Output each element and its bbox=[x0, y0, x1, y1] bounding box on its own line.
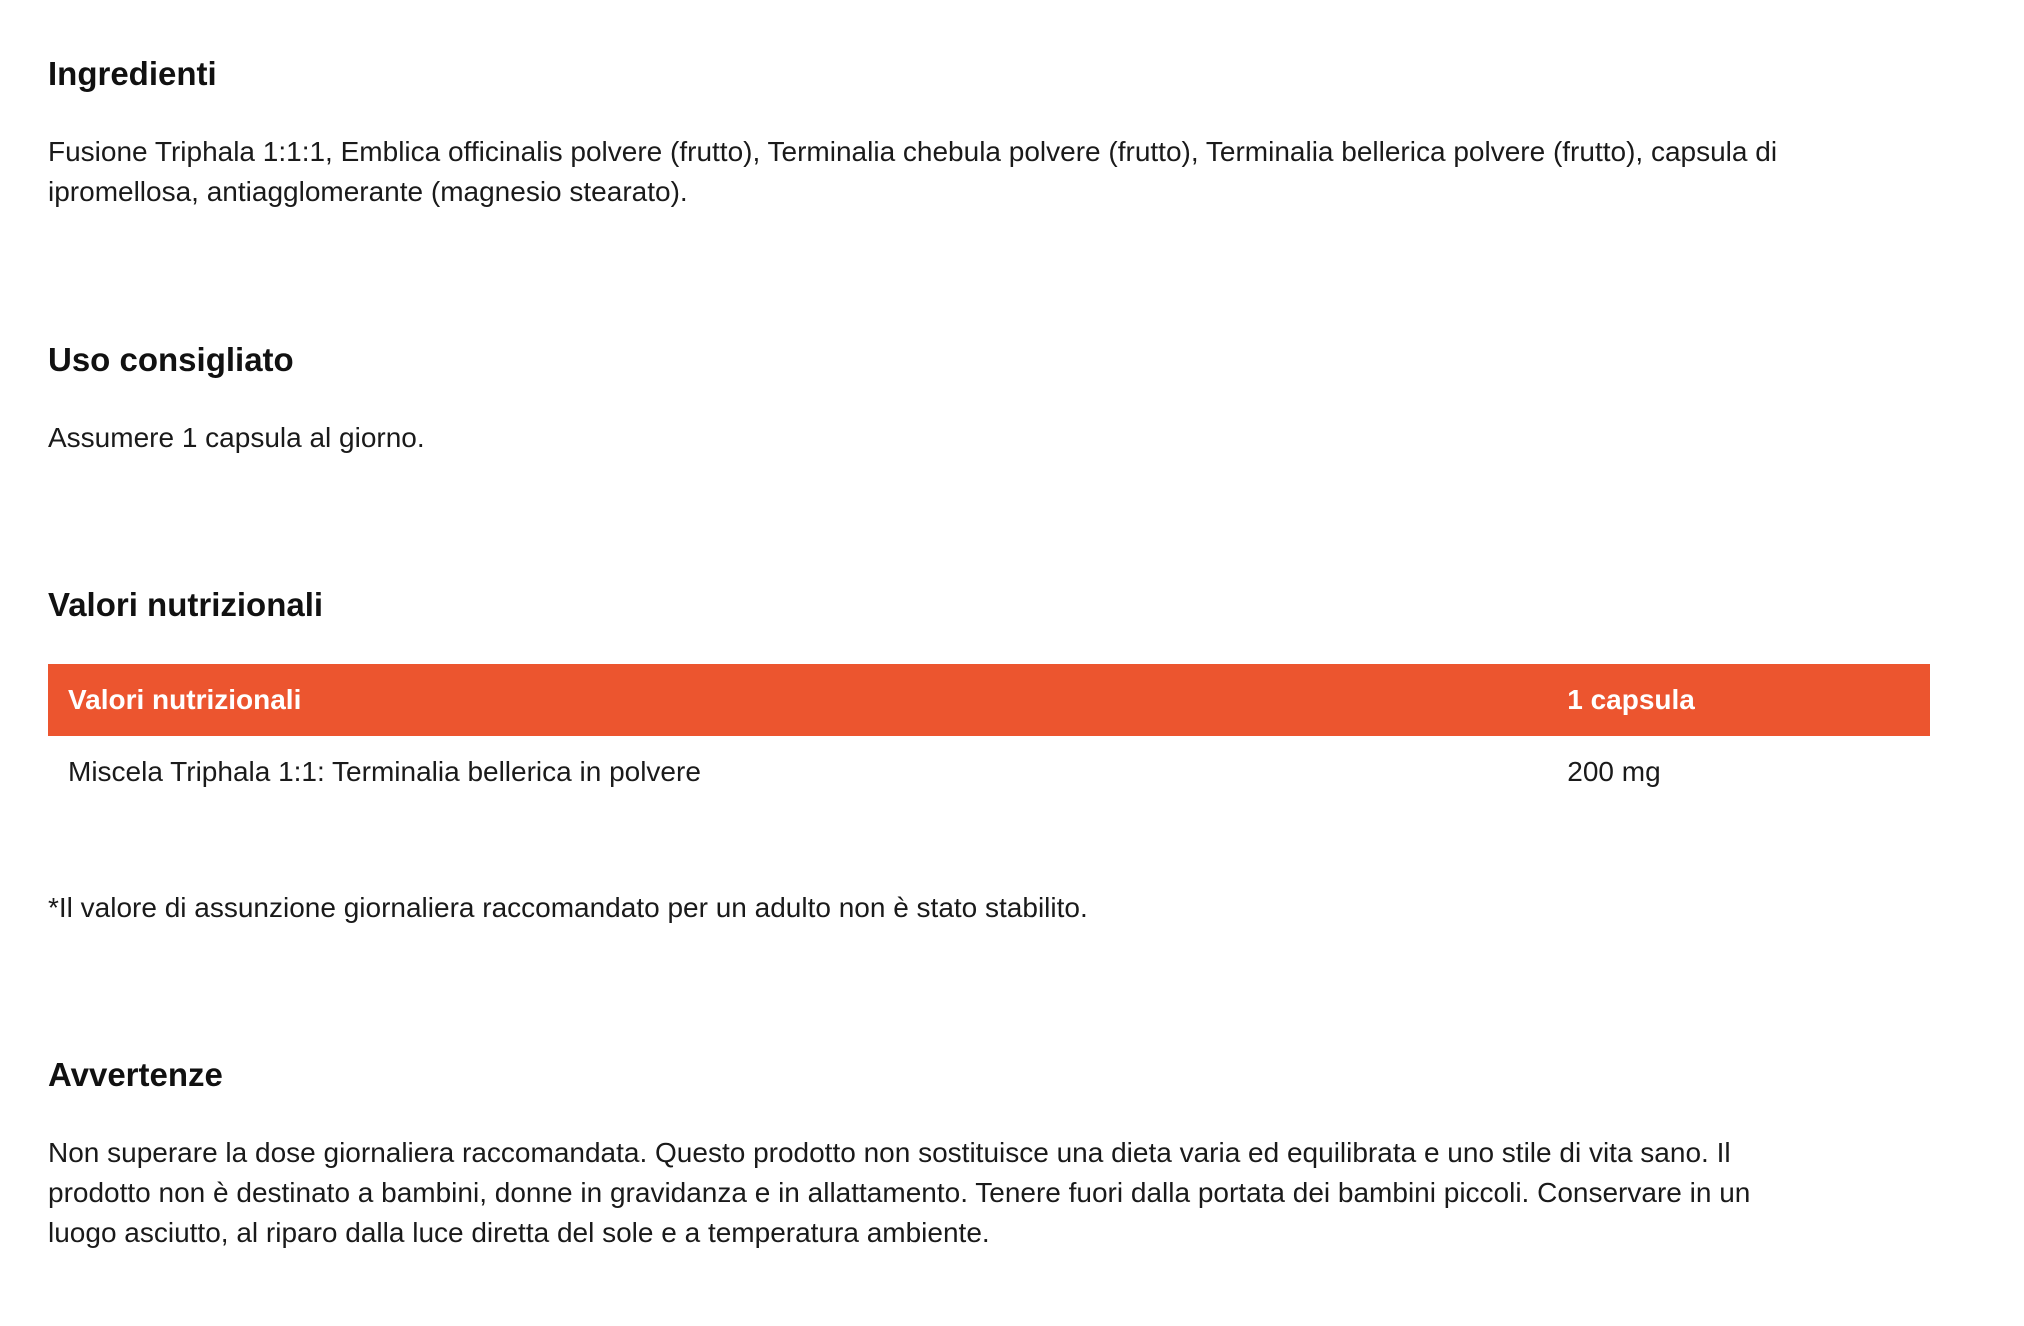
ingredients-title: Ingredienti bbox=[48, 55, 217, 92]
nutrition-footnote: *Il valore di assunzione giornaliera raccomandato per un adulto non è stato stabilito. bbox=[48, 892, 1088, 923]
nutrition-row-value: 200 mg bbox=[1567, 756, 1661, 787]
warnings-text-line: Non superare la dose giornaliera raccomandata. Questo prodotto non sostituisce una dieta varia ed equilibrata e uno stile di vita sano. Il bbox=[48, 1137, 1731, 1168]
nutrition-table-header-serving: 1 capsula bbox=[1547, 664, 1930, 736]
warnings-text-line: luogo asciutto, al riparo dalla luce diretta del sole e a temperatura ambiente. bbox=[48, 1217, 990, 1248]
nutrition-table-header-row bbox=[48, 664, 1930, 736]
nutrition-table-header-name: Valori nutrizionali bbox=[48, 664, 1547, 736]
ingredients-text-line: Fusione Triphala 1:1:1, Emblica officinalis polvere (frutto), Terminalia chebula polvere (frutto), Terminalia bellerica polvere (frutto), capsula di bbox=[48, 136, 1778, 167]
usage-title: Uso consigliato bbox=[48, 341, 294, 378]
nutrition-title: Valori nutrizionali bbox=[48, 586, 324, 623]
warnings-text bbox=[48, 1133, 1938, 1253]
usage-text: Assumere 1 capsula al giorno. bbox=[48, 422, 425, 453]
ingredients-text bbox=[48, 132, 1938, 212]
nutrition-table bbox=[48, 664, 1930, 808]
warnings-title: Avvertenze bbox=[48, 1056, 223, 1093]
ingredients-text-line: ipromellosa, antiagglomerante (magnesio stearato). bbox=[48, 176, 688, 207]
table-row bbox=[48, 736, 1930, 808]
warnings-text-line: prodotto non è destinato a bambini, donne in gravidanza e in allattamento. Tenere fuori dalla portata dei bambini piccoli. Conservare in un bbox=[48, 1177, 1751, 1208]
nutrition-row-name: Miscela Triphala 1:1: Terminalia bellerica in polvere bbox=[68, 756, 701, 787]
